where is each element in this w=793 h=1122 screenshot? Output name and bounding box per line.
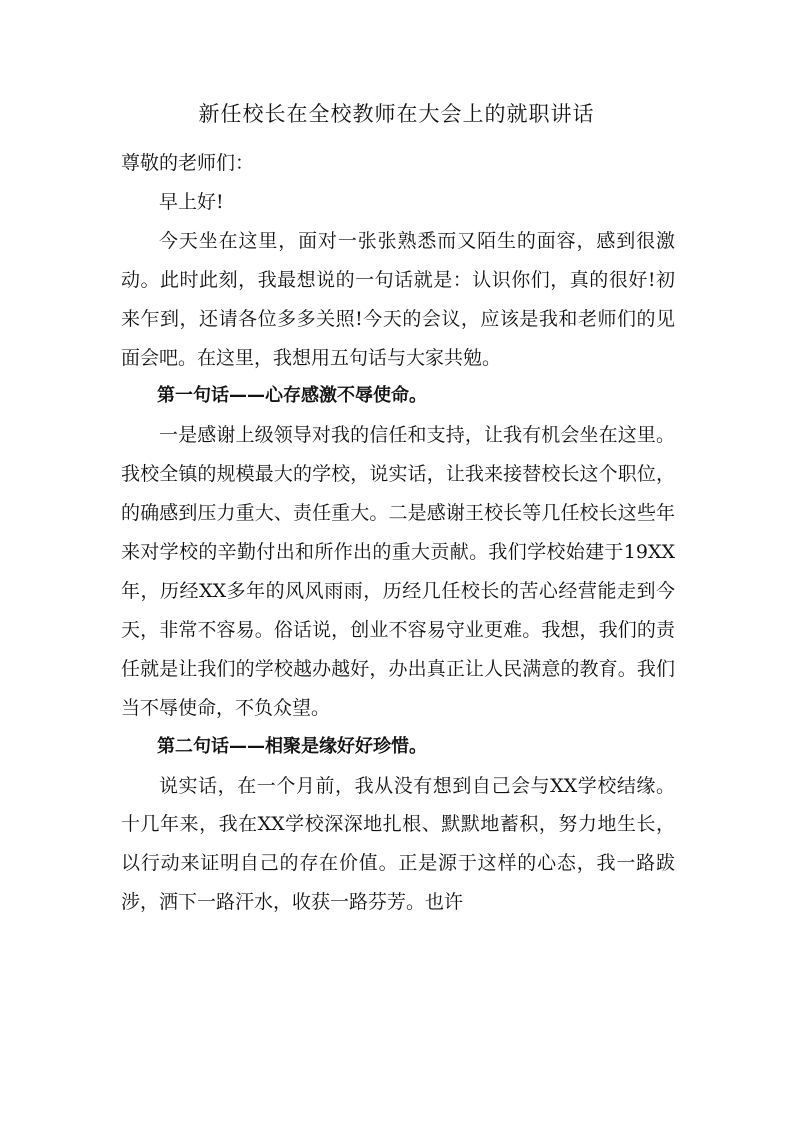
paragraph: 说实话，在一个月前，我从没有想到自己会与XX学校结缘。十几年来，我在XX学校深深地扎根、默默地蓄积，努力地生长，以行动来证明自己的存在价值。正是源于这样的心态，我一路跋涉，洒下一路汗水，收获一路芬芳。也许: [121, 774, 675, 914]
section-heading: 第一句话——心存感激不辱使命。: [157, 385, 427, 407]
document-body: [121, 144, 675, 922]
paragraph: 一是感谢上级领导对我的信任和支持，让我有机会坐在这里。我校全镇的规模最大的学校，说实话，让我来接替校长这个职位，的确感到压力重大、责任重大。二是感谢王校长等几任校长这些年来对学校的辛勤付出和所作出的重大贡献。我们学校始建于19XX年，历经XX多年的风风雨雨，历经几任校长的苦心经营能走到今天，非常不容易。俗话说，创业不容易守业更难。我想，我们的责任就是让我们的学校越办越好，办出真正让人民满意的教育。我们当不辱使命，不负众望。: [121, 424, 675, 719]
salutation: 尊敬的老师们：: [121, 152, 255, 174]
greeting: 早上好!: [159, 190, 224, 213]
section-heading: 第二句话——相聚是缘好好珍惜。: [157, 735, 427, 757]
paragraph: 今天坐在这里，面对一张张熟悉而又陌生的面容，感到很激动。此时此刻，我最想说的一句话就是：认识你们，真的很好!初来乍到，还请各位多多关照!今天的会议，应该是我和老师们的见面会吧。在这里，我想用五句话与大家共勉。: [121, 229, 675, 369]
document-title: 新任校长在全校教师在大会上的就职讲话: [198, 102, 595, 126]
